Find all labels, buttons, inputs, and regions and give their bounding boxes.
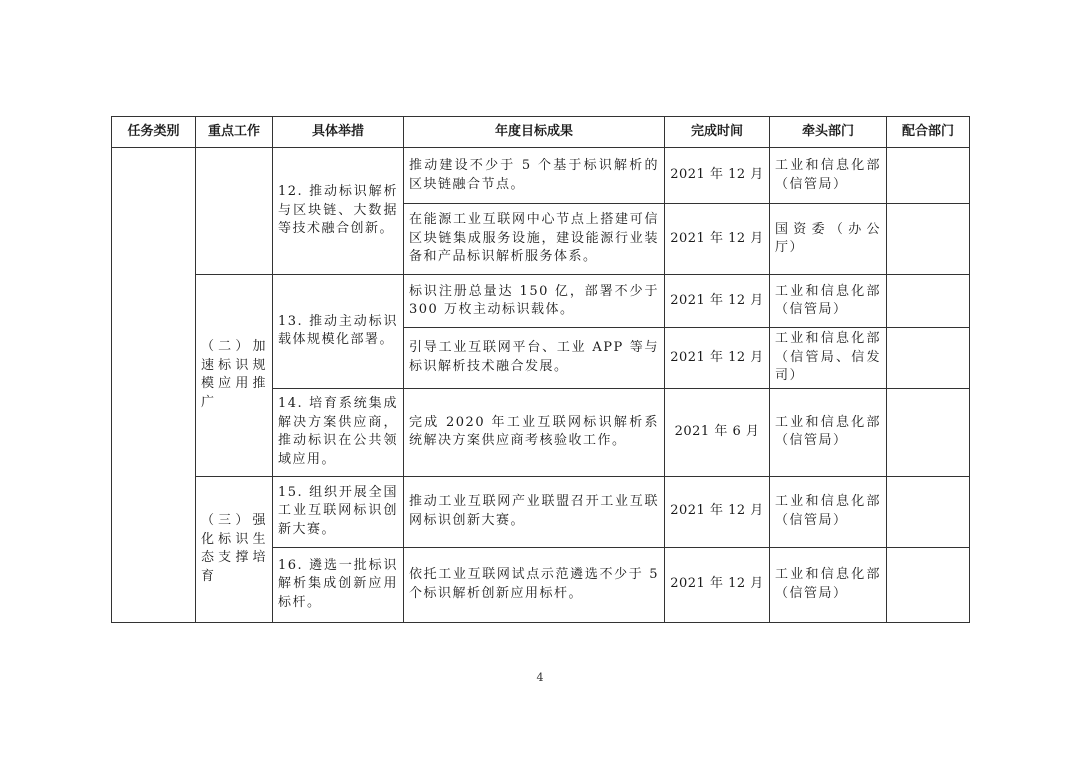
header-task-category: 任务类别 [112,117,196,148]
table-row [112,275,970,328]
header-support-department: 配合部门 [887,117,970,148]
table-header-row [112,117,970,148]
lead-cell: 工业和信息化部（信管局） [770,388,887,476]
key-work-cell: （二）加速标识规模应用推广 [196,275,273,477]
table-row [112,148,970,204]
time-cell: 2021 年 12 月 [665,328,770,389]
table-row [112,476,970,547]
page-number: 4 [536,671,544,684]
header-completion-time: 完成时间 [665,117,770,148]
goal-cell: 引导工业互联网平台、工业 APP 等与标识解析技术融合发展。 [404,328,665,389]
time-cell: 2021 年 12 月 [665,547,770,622]
measure-cell: 16. 遴选一批标识解析集成创新应用标杆。 [273,547,404,622]
measure-cell: 15. 组织开展全国工业互联网标识创新大赛。 [273,476,404,547]
time-cell: 2021 年 12 月 [665,204,770,275]
category-cell [112,148,196,623]
measure-cell: 14. 培育系统集成解决方案供应商，推动标识在公共领域应用。 [273,388,404,476]
support-cell [887,275,970,328]
goal-cell: 标识注册总量达 150 亿，部署不少于 300 万枚主动标识载体。 [404,275,665,328]
lead-cell: 工业和信息化部（信管局） [770,476,887,547]
measure-cell: 13. 推动主动标识载体规模化部署。 [273,275,404,389]
time-cell: 2021 年 12 月 [665,275,770,328]
support-cell [887,328,970,389]
support-cell [887,204,970,275]
header-measure: 具体举措 [273,117,404,148]
support-cell [887,547,970,622]
goal-cell: 推动工业互联网产业联盟召开工业互联网标识创新大赛。 [404,476,665,547]
lead-cell: 工业和信息化部（信管局） [770,275,887,328]
header-key-work: 重点工作 [196,117,273,148]
header-lead-department: 牵头部门 [770,117,887,148]
goal-cell: 依托工业互联网试点示范遴选不少于 5 个标识解析创新应用标杆。 [404,547,665,622]
goal-cell: 推动建设不少于 5 个基于标识解析的区块链融合节点。 [404,148,665,204]
time-cell: 2021 年 12 月 [665,148,770,204]
time-cell: 2021 年 12 月 [665,476,770,547]
time-cell: 2021 年 6 月 [665,388,770,476]
lead-cell: 国资委（办公厅） [770,204,887,275]
goal-cell: 在能源工业互联网中心节点上搭建可信区块链集成服务设施，建设能源行业装备和产品标识解析服务体系。 [404,204,665,275]
support-cell [887,148,970,204]
support-cell [887,388,970,476]
measure-cell: 12. 推动标识解析与区块链、大数据等技术融合创新。 [273,148,404,275]
header-annual-goal: 年度目标成果 [404,117,665,148]
lead-cell: 工业和信息化部（信管局） [770,148,887,204]
support-cell [887,476,970,547]
lead-cell: 工业和信息化部（信管局） [770,547,887,622]
goal-cell: 完成 2020 年工业互联网标识解析系统解决方案供应商考核验收工作。 [404,388,665,476]
lead-cell: 工业和信息化部（信管局、信发司） [770,328,887,389]
task-table [111,116,970,623]
key-work-cell: （三）强化标识生态支撑培育 [196,476,273,622]
key-work-cell [196,148,273,275]
